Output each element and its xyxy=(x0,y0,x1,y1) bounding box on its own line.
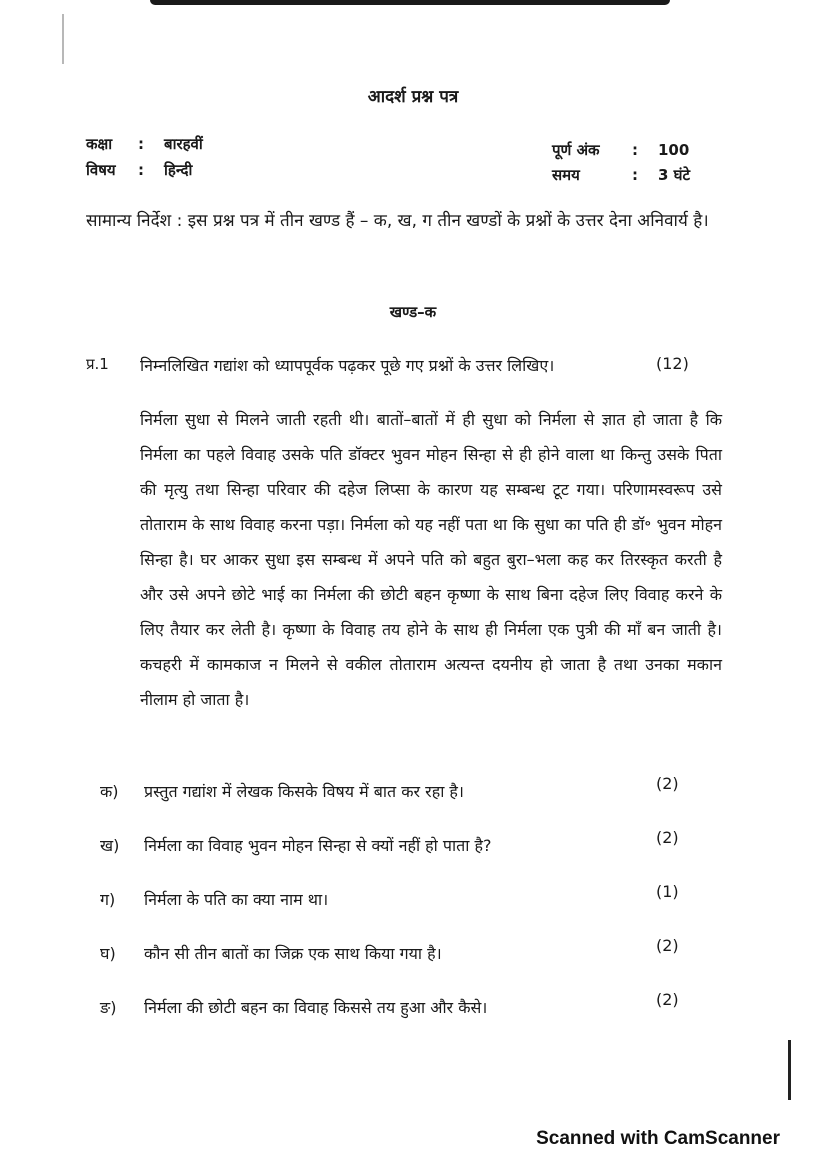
scan-mark-left xyxy=(62,14,64,64)
sub-question-marks: (2) xyxy=(656,828,679,847)
separator: : xyxy=(632,141,638,159)
sub-question-marks: (2) xyxy=(656,936,679,955)
sub-question-letter: क) xyxy=(100,782,119,801)
separator: : xyxy=(632,166,638,184)
marks-label: पूर्ण अंक xyxy=(552,141,600,159)
sub-question-text: प्रस्तुत गद्यांश में लेखक किसके विषय में बात कर रहा है। xyxy=(144,782,464,801)
sub-question-letter: ग) xyxy=(100,890,116,909)
subject-row xyxy=(86,160,192,180)
sub-question-marks: (1) xyxy=(656,882,679,901)
question-marks: (12) xyxy=(656,354,689,373)
sub-question-text: निर्मला की छोटी बहन का विवाह किससे तय हुआ और कैसे। xyxy=(144,998,488,1017)
sub-question-text: निर्मला का विवाह भुवन मोहन सिन्हा से क्यों नहीं हो पाता है? xyxy=(144,836,492,855)
sub-question xyxy=(100,936,780,972)
general-instructions: सामान्य निर्देश : इस प्रश्न पत्र में तीन खण्ड हैं – क, ख, ग तीन खण्डों के प्रश्नों के उत्तर देना अनिवार्य है। xyxy=(86,211,709,231)
scan-mark-right xyxy=(788,1040,791,1100)
passage: निर्मला सुधा से मिलने जाती रहती थी। बातों–बातों में ही सुधा को निर्मला से ज्ञात हो जाता है कि निर्मला का पहले विवाह उसके पति डॉक्टर भुवन मोहन सिन्हा से ही होने वाला था किन्तु उसके पिता की मृत्यु तथा सिन्हा परिवार की दहेज लिप्सा के कारण यह सम्बन्ध टूट गया। परिणामस्वरूप उसे तोताराम के साथ विवाह करना पड़ा। निर्मला को यह नहीं पता था कि सुधा का पति ही डॉ॰ भुवन मोहन सिन्हा है। घर आकर सुधा इस सम्बन्ध में अपने पति को बहुत बुरा–भला कह कर तिरस्कृत करती है और उसे अपने छोटे भाई का निर्मला की छोटी बहन कृष्णा के साथ बिना दहेज लिए विवाह करने के लिए तैयार कर लेती है। कृष्णा के विवाह तय होने के साथ ही निर्मला एक पुत्री की माँ बन जाती है। कचहरी में कामकाज न मिलने से वकील तोताराम अत्यन्त दयनीय हो जाता है तथा उनका मकान नीलाम हो जाता है। xyxy=(140,410,722,709)
question-number: प्र.1 xyxy=(86,355,109,373)
subject-label: विषय xyxy=(86,161,116,179)
time-value: 3 घंटे xyxy=(658,166,691,184)
separator: : xyxy=(138,135,144,153)
page-title: आदर्श प्रश्न पत्र xyxy=(367,87,459,107)
sub-question xyxy=(100,774,780,810)
section-title: खण्ड–क xyxy=(389,303,437,321)
sub-question-letter: घ) xyxy=(100,944,116,963)
sub-question-letter: ख) xyxy=(100,836,120,855)
sub-question-text: कौन सी तीन बातों का जिक्र एक साथ किया गया है। xyxy=(144,944,442,963)
class-row xyxy=(86,134,203,154)
sub-question-letter: ङ) xyxy=(100,998,117,1017)
sub-question xyxy=(100,882,780,918)
scan-shadow-top xyxy=(150,0,670,5)
time-row xyxy=(552,165,690,185)
class-value: बारहवीं xyxy=(164,135,203,153)
sub-question-marks: (2) xyxy=(656,990,679,1009)
sub-question-text: निर्मला के पति का क्या नाम था। xyxy=(144,890,329,909)
marks-value: 100 xyxy=(658,141,690,159)
separator: : xyxy=(138,161,144,179)
sub-question-marks: (2) xyxy=(656,774,679,793)
subject-value: हिन्दी xyxy=(164,161,193,179)
time-label: समय xyxy=(552,166,580,184)
sub-question xyxy=(100,990,780,1026)
marks-row xyxy=(552,140,689,160)
question-text: निम्नलिखित गद्यांश को ध्यापपूर्वक पढ़कर पूछे गए प्रश्नों के उत्तर लिखिए। xyxy=(140,356,555,375)
class-label: कक्षा xyxy=(86,135,113,153)
sub-question xyxy=(100,828,780,864)
camscanner-watermark: Scanned with CamScanner xyxy=(536,1128,780,1149)
